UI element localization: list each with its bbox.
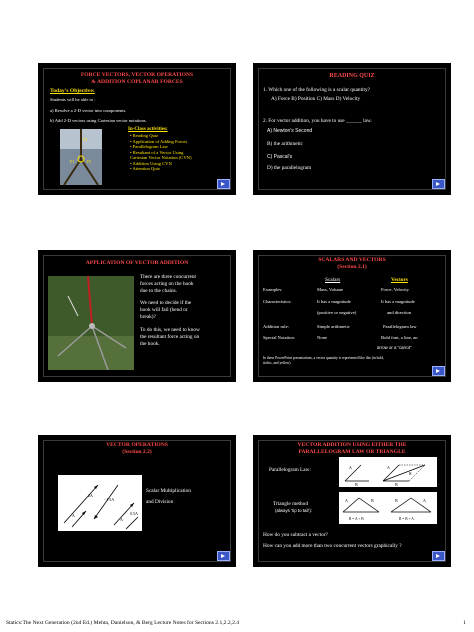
slide-2 (253, 63, 451, 195)
title-line: FORCE VECTORS, VECTOR OPERATIONS (80, 72, 194, 78)
title-line: (Section 2.2) (122, 448, 152, 455)
title-line: PARALLELOGRAM LAW OR TRIANGLE (298, 448, 406, 455)
triangle-method-sub: (always ‘tip to tail’): (275, 508, 313, 513)
slide-title (38, 442, 236, 455)
paragraph-line: break)? (140, 314, 156, 320)
row-label: Characteristics: (263, 299, 292, 304)
vector-cell: It has a magnitude (381, 299, 415, 304)
quiz-question-1: 1. Which one of the following is a scalar quantity? (263, 87, 370, 93)
slide-title: READING QUIZ (329, 73, 375, 79)
svg-text:F1: F1 (70, 159, 75, 164)
slide-title (38, 72, 236, 85)
paragraph-line: There are three concurrent (140, 274, 197, 280)
fig-label: A (349, 465, 352, 470)
next-slide-button[interactable] (432, 179, 445, 189)
scalar-cell: Mass, Volume (317, 287, 344, 292)
next-slide-button[interactable] (432, 366, 445, 376)
row-label: Examples: (263, 287, 283, 292)
activity-item: • Attention Quiz (130, 166, 160, 171)
scalar-cell: (positive or negative) (317, 310, 357, 315)
svg-text:F2: F2 (87, 159, 92, 164)
paragraph-line: To do this, we need to know (140, 327, 200, 333)
scalar-mult-label: Scalar Multiplication (146, 488, 191, 494)
paragraph-line: due to the chains. (140, 288, 178, 294)
activity-item: Cartesian Vector Notation (CVN) (130, 155, 192, 160)
quiz-q2-option-d: D) the parallelogram (267, 165, 312, 171)
fig-label: B (371, 498, 374, 503)
vector-cell: Bold font, a line, an (381, 335, 418, 340)
objective-b: b) Add 2-D vectors using Cartesian vector notations. (50, 118, 147, 123)
vector-cell: arrow or a “carrot” (377, 345, 412, 350)
quiz-q2-option-a: A) Newton's Second (267, 128, 313, 134)
scalar-multiplication-figure (58, 475, 142, 531)
objective-a: a) Resolve a 2-D vector into components. (50, 108, 127, 113)
fig-label: A (423, 498, 426, 503)
title-line: SCALARS AND VECTORS (318, 257, 386, 263)
row-label: Special Notation: (263, 335, 296, 340)
add-more-question: How can you add more than two concurrent vectors graphically ? (263, 543, 402, 549)
students-line: Students will be able to : (50, 97, 96, 102)
next-slide-button[interactable] (217, 179, 230, 189)
quiz-q1-options: A) Force B) Position C) Mass D) Velocity (271, 96, 361, 102)
svg-text:F3: F3 (83, 137, 88, 142)
vector-cell: Parallelogram law (383, 324, 417, 329)
scalar-div-label: and Division (146, 499, 174, 505)
column-header-scalars: Scalars (325, 277, 341, 283)
fig-label: 2A (88, 493, 93, 498)
page-footer: Statics:The Next Generation (2nd Ed.) Mehta, Danielson, & Berg Lecture Notes for Sections 2.1,2.2,2.4 (6, 620, 240, 626)
parallelogram-label: Parallelogram Law: (269, 467, 311, 473)
vector-cell: and direction (387, 310, 412, 315)
notation-note: In these PowerPoint presentations, a vector quantity is represented like this (in bold, (263, 356, 384, 360)
scalar-cell: Simple arithmetic (317, 324, 350, 329)
activity-item: • Addition Using CVN (130, 160, 172, 166)
title-line: & ADDITION COPLANAR FORCES (91, 78, 183, 85)
fig-label: A (387, 465, 390, 470)
fig-label: A (345, 498, 348, 503)
parallelogram-figure (339, 457, 437, 487)
paragraph-line: the resultant force acting on (140, 334, 200, 340)
quiz-question-2: 2. For vector addition, you have to use ______ law. (263, 118, 372, 124)
slide-4 (253, 250, 451, 382)
slide-title: APPLICATION OF VECTOR ADDITION (85, 260, 189, 266)
fig-label: B (355, 482, 358, 487)
next-slide-button[interactable] (217, 551, 230, 561)
fig-label: B (395, 498, 398, 503)
fig-label: A (120, 517, 123, 522)
title-line: VECTOR ADDITION USING EITHER THE (297, 442, 407, 448)
triangle-method-label: Triangle method (273, 501, 308, 507)
fig-label: B (395, 482, 398, 487)
fig-label: R = A + B (349, 517, 364, 521)
title-line: VECTOR OPERATIONS (106, 442, 168, 448)
paragraph-line: hook will fail (bend or (140, 307, 188, 313)
activity-item: • Application of Adding Forces (130, 138, 188, 144)
chain-hook-photo (48, 276, 134, 370)
paragraph-line: the hook. (140, 341, 160, 347)
inclass-label: In-Class activities: (128, 127, 168, 132)
slide-1 (38, 63, 236, 195)
paragraph-line: forces acting on the hook (140, 281, 194, 287)
triangle-method-figure (339, 492, 437, 524)
column-header-vectors: Vectors (391, 277, 408, 283)
scalar-cell: None (317, 335, 327, 340)
paragraph-line: We need to decide if the (140, 300, 192, 306)
slide-5 (38, 435, 236, 567)
fig-label: R (409, 471, 412, 476)
fig-label: A (72, 513, 75, 518)
title-line: (Section 2.1) (337, 263, 367, 270)
slide-title (253, 442, 451, 455)
row-label: Addition rule: (263, 324, 289, 329)
quiz-q2-option-c: C) Pascal's (267, 154, 293, 160)
next-slide-button[interactable] (432, 551, 445, 561)
activity-item: • Parallelogram Law (130, 144, 168, 149)
fig-label: 0.5A (130, 511, 138, 516)
hook-chain-photo (60, 129, 102, 185)
subtract-question: How do you subtract a vector? (263, 532, 328, 538)
objective-label: Today's Objective: (50, 88, 95, 94)
slide-6 (253, 435, 451, 567)
slide-title (253, 257, 451, 270)
quiz-q2-option-b: B) the arithmetic (267, 141, 303, 147)
activity-item: • Reading Quiz (130, 133, 159, 138)
notation-note: italics, and yellow). (263, 360, 292, 365)
fig-label: R = B + A (399, 517, 414, 521)
scalar-cell: It has a magnitude (317, 299, 351, 304)
activity-item: • Resultant of a Vector Using (130, 149, 184, 155)
vector-cell: Force, Velocity (381, 287, 409, 292)
page-number: 1 (463, 620, 466, 626)
fig-label: −1.5A (104, 497, 115, 502)
slide-3 (38, 250, 236, 382)
